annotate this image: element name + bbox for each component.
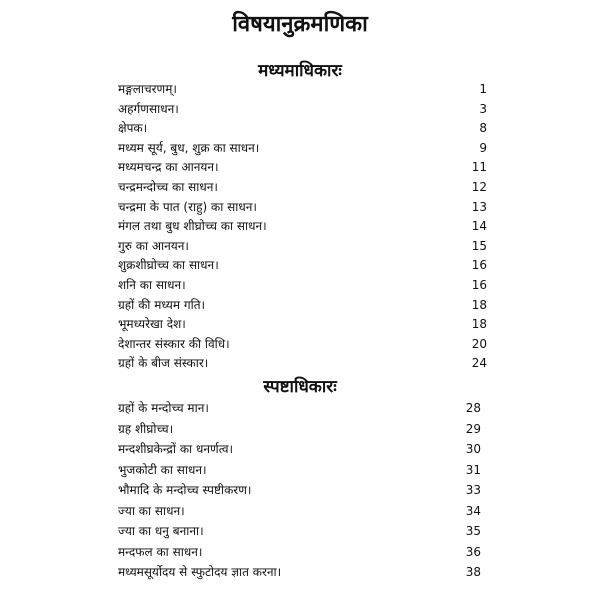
toc-entry-label: भूमध्यरेखा देश। [118, 317, 186, 332]
toc-entry [0, 398, 600, 419]
toc-entry-page: 28 [465, 401, 481, 415]
toc-entry-label: ग्रहों के बीज संस्कार। [118, 356, 209, 371]
toc-entry [0, 315, 600, 335]
toc-entry [0, 217, 600, 237]
toc-entry [0, 460, 600, 481]
toc-entry [0, 237, 600, 257]
toc-entry [0, 480, 600, 501]
toc-entry [0, 419, 600, 440]
toc-entry [0, 256, 600, 276]
toc-entry-page: 9 [479, 140, 487, 155]
toc-entry-page: 1 [479, 82, 487, 96]
toc-entry-page: 16 [471, 277, 487, 292]
toc-entry-label: मन्दफल का साधन। [118, 544, 203, 559]
toc-entry-label: अहर्गणसाधन। [118, 101, 179, 116]
toc-entry-label: मध्यमसूर्योदय से स्फुटोदय ज्ञात करना। [118, 565, 282, 579]
toc-entry-label: ग्रहों की मध्यम गति। [118, 297, 206, 312]
toc-entry-page: 29 [465, 421, 481, 436]
toc-entry-page: 35 [465, 524, 481, 538]
toc-entry-label: भुजकोटी का साधन। [118, 462, 207, 477]
toc-entry-page: 33 [465, 483, 481, 497]
toc-entry-label: मध्यमचन्द्र का आनयन। [118, 160, 219, 175]
toc-entry-label: ज्या का धनु बनाना। [118, 524, 204, 538]
toc-entry-page: 11 [471, 160, 487, 175]
toc-entry-page: 16 [471, 258, 487, 273]
toc-entry-label: मन्दशीघ्रकेन्द्रों का धनर्णत्व। [118, 442, 234, 456]
toc-entry [0, 100, 600, 120]
toc-entry-page: 15 [471, 238, 487, 253]
toc-entry-page: 8 [479, 121, 487, 136]
toc-list-madhyama [0, 80, 600, 374]
toc-entry-page: 36 [465, 544, 481, 559]
toc-entry-page: 34 [465, 503, 481, 518]
toc-entry-label: मंगल तथा बुध शीघ्रोच्च का साधन। [118, 219, 267, 234]
toc-entry [0, 158, 600, 178]
toc-entry [0, 439, 600, 460]
toc-entry-page: 38 [465, 565, 481, 579]
toc-entry-page: 24 [471, 356, 487, 371]
toc-entry [0, 562, 600, 583]
toc-entry-page: 20 [471, 336, 487, 351]
toc-entry-label: मध्यम सूर्य, बुध, शुक्र का साधन। [118, 140, 260, 155]
toc-entry [0, 119, 600, 139]
toc-entry [0, 139, 600, 159]
toc-entry-label: चन्द्रमन्दोच्च का साधन। [118, 179, 218, 194]
toc-entry-label: चन्द्रमा के पात (राहु) का साधन। [118, 199, 257, 214]
toc-entry-page: 14 [471, 219, 487, 234]
toc-list-spashta [0, 398, 600, 583]
toc-entry-page: 18 [471, 317, 487, 332]
page-title: विषयानुक्रमणिका [232, 12, 368, 37]
toc-entry-page: 12 [471, 179, 487, 194]
toc-entry [0, 335, 600, 355]
toc-entry-label: गुरु का आनयन। [118, 238, 189, 253]
toc-entry-label: भौमादि के मन्दोच्च स्पष्टीकरण। [118, 483, 252, 497]
toc-entry [0, 198, 600, 218]
toc-entry [0, 80, 600, 100]
toc-entry-label: शनि का साधन। [118, 277, 186, 292]
toc-entry-page: 13 [471, 199, 487, 214]
toc-entry [0, 296, 600, 316]
toc-entry [0, 542, 600, 563]
toc-entry [0, 521, 600, 542]
toc-entry-label: मङ्गलाचरणम्। [118, 82, 177, 96]
toc-entry [0, 178, 600, 198]
toc-entry-label: शुक्रशीघ्रोच्च का साधन। [118, 258, 219, 273]
toc-entry [0, 276, 600, 296]
section-heading-spashta: स्पष्टाधिकारः [263, 377, 337, 397]
toc-entry-label: ग्रहों के मन्दोच्च मान। [118, 401, 209, 415]
toc-entry-label: ग्रह शीघ्रोच्च। [118, 421, 174, 436]
toc-entry [0, 354, 600, 374]
toc-entry-label: देशान्तर संस्कार की विधि। [118, 336, 230, 351]
toc-entry-label: क्षेपक। [118, 121, 148, 136]
toc-entry-page: 31 [465, 462, 481, 477]
toc-entry [0, 501, 600, 522]
toc-entry-page: 30 [465, 442, 481, 456]
toc-entry-label: ज्या का साधन। [118, 503, 185, 518]
toc-entry-page: 18 [471, 297, 487, 312]
section-heading-madhyama: मध्यमाधिकारः [258, 61, 342, 81]
toc-entry-page: 3 [479, 101, 487, 116]
